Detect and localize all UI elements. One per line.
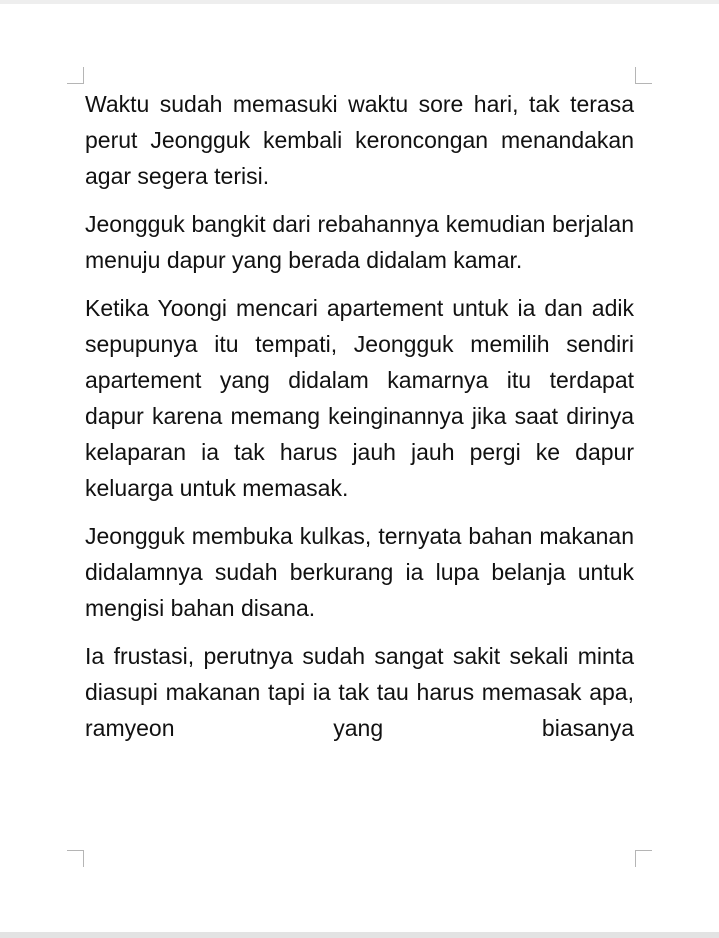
margin-corner-top-right [635, 67, 652, 84]
margin-corner-top-left [67, 67, 84, 84]
page-gap [0, 932, 719, 938]
paragraph: Jeongguk bangkit dari rebahannya kemudian berjalan menuju dapur yang berada didalam kamar. [85, 211, 634, 273]
paragraph: Jeongguk membuka kulkas, ternyata bahan makanan didalamnya sudah berkurang ia lupa belanja untuk mengisi bahan disana. [85, 523, 634, 621]
document-body[interactable] [85, 86, 634, 758]
paragraph: Waktu sudah memasuki waktu sore hari, tak terasa perut Jeongguk kembali keroncongan menandakan agar segera terisi. [85, 91, 634, 189]
margin-corner-bottom-left [67, 850, 84, 867]
document-page [0, 4, 719, 932]
paragraph: Ketika Yoongi mencari apartement untuk ia dan adik sepupunya itu tempati, Jeongguk memilih sendiri apartement yang didalam kamarnya itu terdapat dapur karena memang keinginannya jika saat dirinya kelaparan ia tak harus jauh jauh pergi ke dapur keluarga untuk memasak. [85, 295, 634, 501]
paragraph: Ia frustasi, perutnya sudah sangat sakit sekali minta diasupi makanan tapi ia tak tau harus memasak apa, ramyeon yang biasanya [85, 643, 634, 741]
margin-corner-bottom-right [635, 850, 652, 867]
